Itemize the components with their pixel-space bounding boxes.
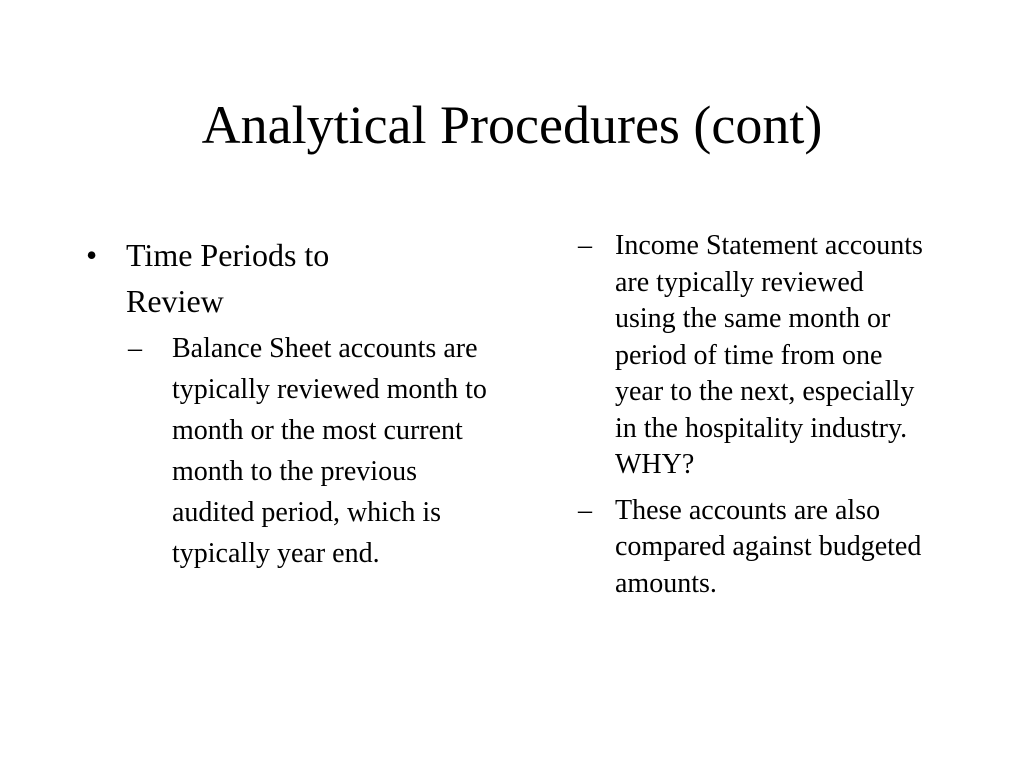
bullet-item — [84, 232, 514, 324]
sub-item-text: Income Statement accounts are typically reviewed using the same month or period of time from one year to the next, especially in the hospitality industry. WHY? — [615, 230, 923, 480]
dash-marker: – — [578, 494, 592, 526]
right-column — [578, 228, 998, 611]
bullet-marker: • — [86, 237, 98, 273]
sub-item — [128, 328, 514, 574]
dash-marker: – — [578, 230, 592, 261]
sub-item — [578, 228, 998, 484]
sub-item-text: These accounts are also compared against budgeted amounts. — [615, 494, 922, 599]
sub-item-text: Balance Sheet accounts are typically reviewed month to month or the most current month to the previous audited period, which is typically year end. — [172, 333, 487, 569]
dash-marker: – — [128, 333, 142, 364]
left-sub-list — [128, 328, 514, 574]
slide-title: Analytical Procedures (cont) — [201, 95, 823, 155]
bullet-text: Time Periods to Review — [126, 237, 330, 319]
sub-item — [578, 493, 998, 603]
left-column — [84, 232, 514, 574]
